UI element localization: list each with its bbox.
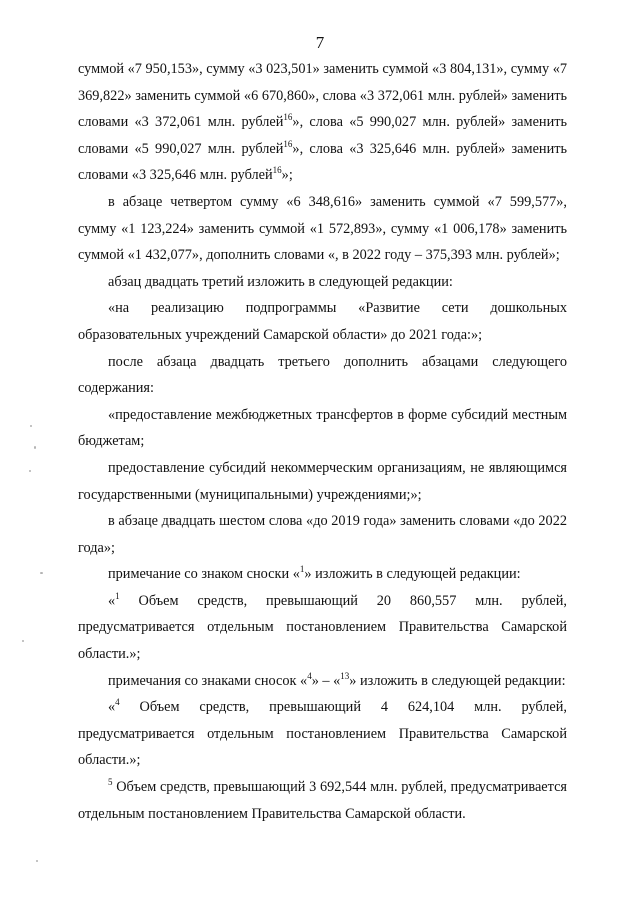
paragraph-text: Объем средств, превышающий 3 692,544 млн. рублей, предусматривается отдельным постановлением Правительства Самарской области. (78, 779, 567, 822)
paragraph-text: в абзаце двадцать шестом слова «до 2019 года» заменить словами «до 2022 года»; (78, 513, 567, 556)
paragraph (78, 668, 567, 695)
footnote-mark: 16 (283, 138, 293, 149)
paragraph (78, 349, 567, 402)
paragraph (78, 455, 567, 508)
scan-speck (36, 860, 38, 862)
paragraph-text: предоставление субсидий некоммерческим организациям, не являющимся государственными (муниципальными) учреждениями;»; (78, 459, 567, 503)
paragraph-text: « (108, 592, 116, 609)
paragraph-text: Объем средств, превышающий 4 624,104 млн. рублей, предусматривается отдельным постановлением Правительства Самарской области.»; (78, 699, 567, 769)
paragraph-text: »; (281, 167, 293, 184)
footnote-mark: 4 (115, 697, 120, 708)
paragraph (78, 774, 567, 827)
footnote-mark: 4 (307, 670, 312, 681)
paragraph (78, 561, 567, 588)
footnote-mark: 13 (340, 670, 350, 681)
document-body (78, 56, 567, 827)
paragraph (78, 269, 567, 296)
scan-speck (30, 425, 32, 427)
paragraph-text: в абзаце четвертом сумму «6 348,616» заменить суммой «7 599,577», сумму «1 123,224» заменить суммой «1 572,893», сумму «1 006,178» заменить суммой «1 432,077», дополнить словами «, в 2022 году – 375,393 млн. рублей»; (78, 193, 567, 264)
scan-speck (29, 470, 31, 472)
paragraph (78, 402, 567, 455)
paragraph-text: примечание со знаком сноски « (108, 566, 300, 583)
paragraph-text: Объем средств, превышающий 20 860,557 млн. рублей, предусматривается отдельным постановлением Правительства Самарской области.»; (78, 592, 567, 663)
paragraph (78, 694, 567, 774)
scan-speck (22, 640, 24, 642)
footnote-mark: 5 (108, 777, 113, 788)
paragraph-text: », слова «5 990,027 млн. рублей» заменить словами «5 990,027 млн. рублей (78, 114, 567, 157)
footnote-mark: 1 (299, 564, 305, 575)
scan-speck (40, 572, 43, 574)
paragraph (78, 189, 567, 269)
page-number: 7 (315, 33, 325, 52)
paragraph (78, 56, 567, 189)
paragraph (78, 508, 567, 561)
paragraph-text: «на реализацию подпрограммы «Развитие сети дошкольных образовательных учреждений Самарской области» до 2021 года:»; (78, 300, 567, 343)
paragraph-text: после абзаца двадцать третьего дополнить абзацами следующего содержания: (78, 353, 567, 397)
paragraph (78, 588, 567, 668)
paragraph-text: » – « (311, 672, 341, 689)
paragraph-text: примечания со знаками сносок « (108, 672, 308, 689)
paragraph-text: » изложить в следующей редакции: (304, 566, 521, 583)
paragraph-text: « (108, 699, 116, 716)
paragraph-text: «предоставление межбюджетных трансфертов в форме субсидий местным бюджетам; (78, 406, 567, 450)
footnote-mark: 1 (115, 590, 120, 601)
footnote-mark: 16 (283, 112, 293, 123)
paragraph (78, 295, 567, 348)
paragraph-text: », слова «3 325,646 млн. рублей» заменить словами «3 325,646 млн. рублей (78, 140, 567, 184)
paragraph-text: абзац двадцать третий изложить в следующей редакции: (108, 273, 453, 290)
paragraph-text: суммой «7 950,153», сумму «3 023,501» заменить суммой «3 804,131», сумму «7 369,822» заменить суммой «6 670,860», слова «3 372,061 млн. рублей» заменить словами «3 372,061 млн. рублей (78, 61, 567, 131)
scan-speck (34, 446, 36, 449)
footnote-mark: 16 (272, 165, 282, 176)
paragraph-text: » изложить в следующей редакции: (349, 672, 566, 689)
